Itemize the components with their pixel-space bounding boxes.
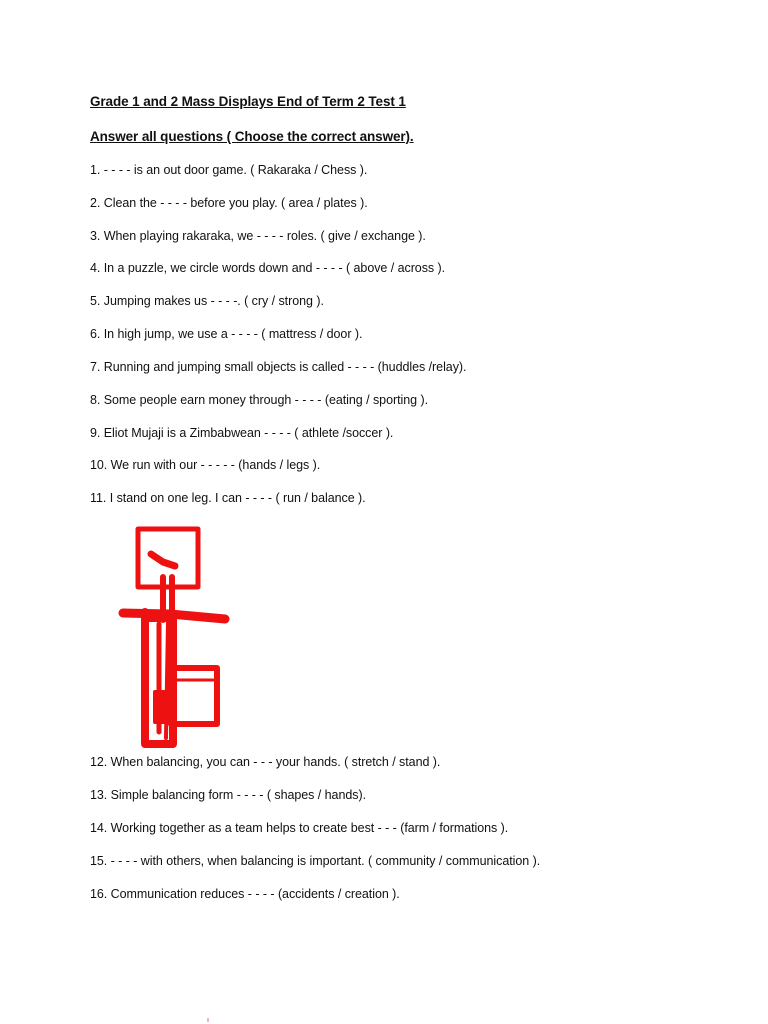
question-3: 3. When playing rakaraka, we - - - - roles. ( give / exchange ). [90,229,426,243]
ink-speck [207,1018,209,1022]
question-11: 11. I stand on one leg. I can - - - - ( run / balance ). [90,491,366,505]
question-12: 12. When balancing, you can - - - your hands. ( stretch / stand ). [90,755,441,769]
question-14: 14. Working together as a team helps to create best - - - (farm / formations ). [90,821,509,835]
test-title: Grade 1 and 2 Mass Displays End of Term 2 Test 1 [90,94,406,109]
question-8: 8. Some people earn money through - - - - (eating / sporting ). [90,393,428,407]
question-6: 6. In high jump, we use a - - - - ( mattress / door ). [90,327,363,341]
test-instruction: Answer all questions ( Choose the correct answer). [90,129,414,144]
sketch-raised-leg [171,668,217,724]
sketch-head [138,529,198,587]
question-10: 10. We run with our - - - - - (hands / legs ). [90,458,321,472]
question-5: 5. Jumping makes us - - - -. ( cry / strong ). [90,294,324,308]
question-13: 13. Simple balancing form - - - - ( shapes / hands). [90,788,366,802]
sketch-fill [155,692,171,722]
question-16: 16. Communication reduces - - - - (accidents / creation ). [90,887,400,901]
question-4: 4. In a puzzle, we circle words down and - - - - ( above / across ). [90,261,446,275]
question-9: 9. Eliot Mujaji is a Zimbabwean - - - - ( athlete /soccer ). [90,426,394,440]
question-1: 1. - - - - is an out door game. ( Rakaraka / Chess ). [90,163,368,177]
question-7: 7. Running and jumping small objects is called - - - - (huddles /relay). [90,360,467,374]
balancing-figure-sketch-icon [115,522,235,754]
sketch-face [151,554,175,566]
question-2: 2. Clean the - - - - before you play. ( area / plates ). [90,196,368,210]
question-15: 15. - - - - with others, when balancing is important. ( community / communication ). [90,854,541,868]
